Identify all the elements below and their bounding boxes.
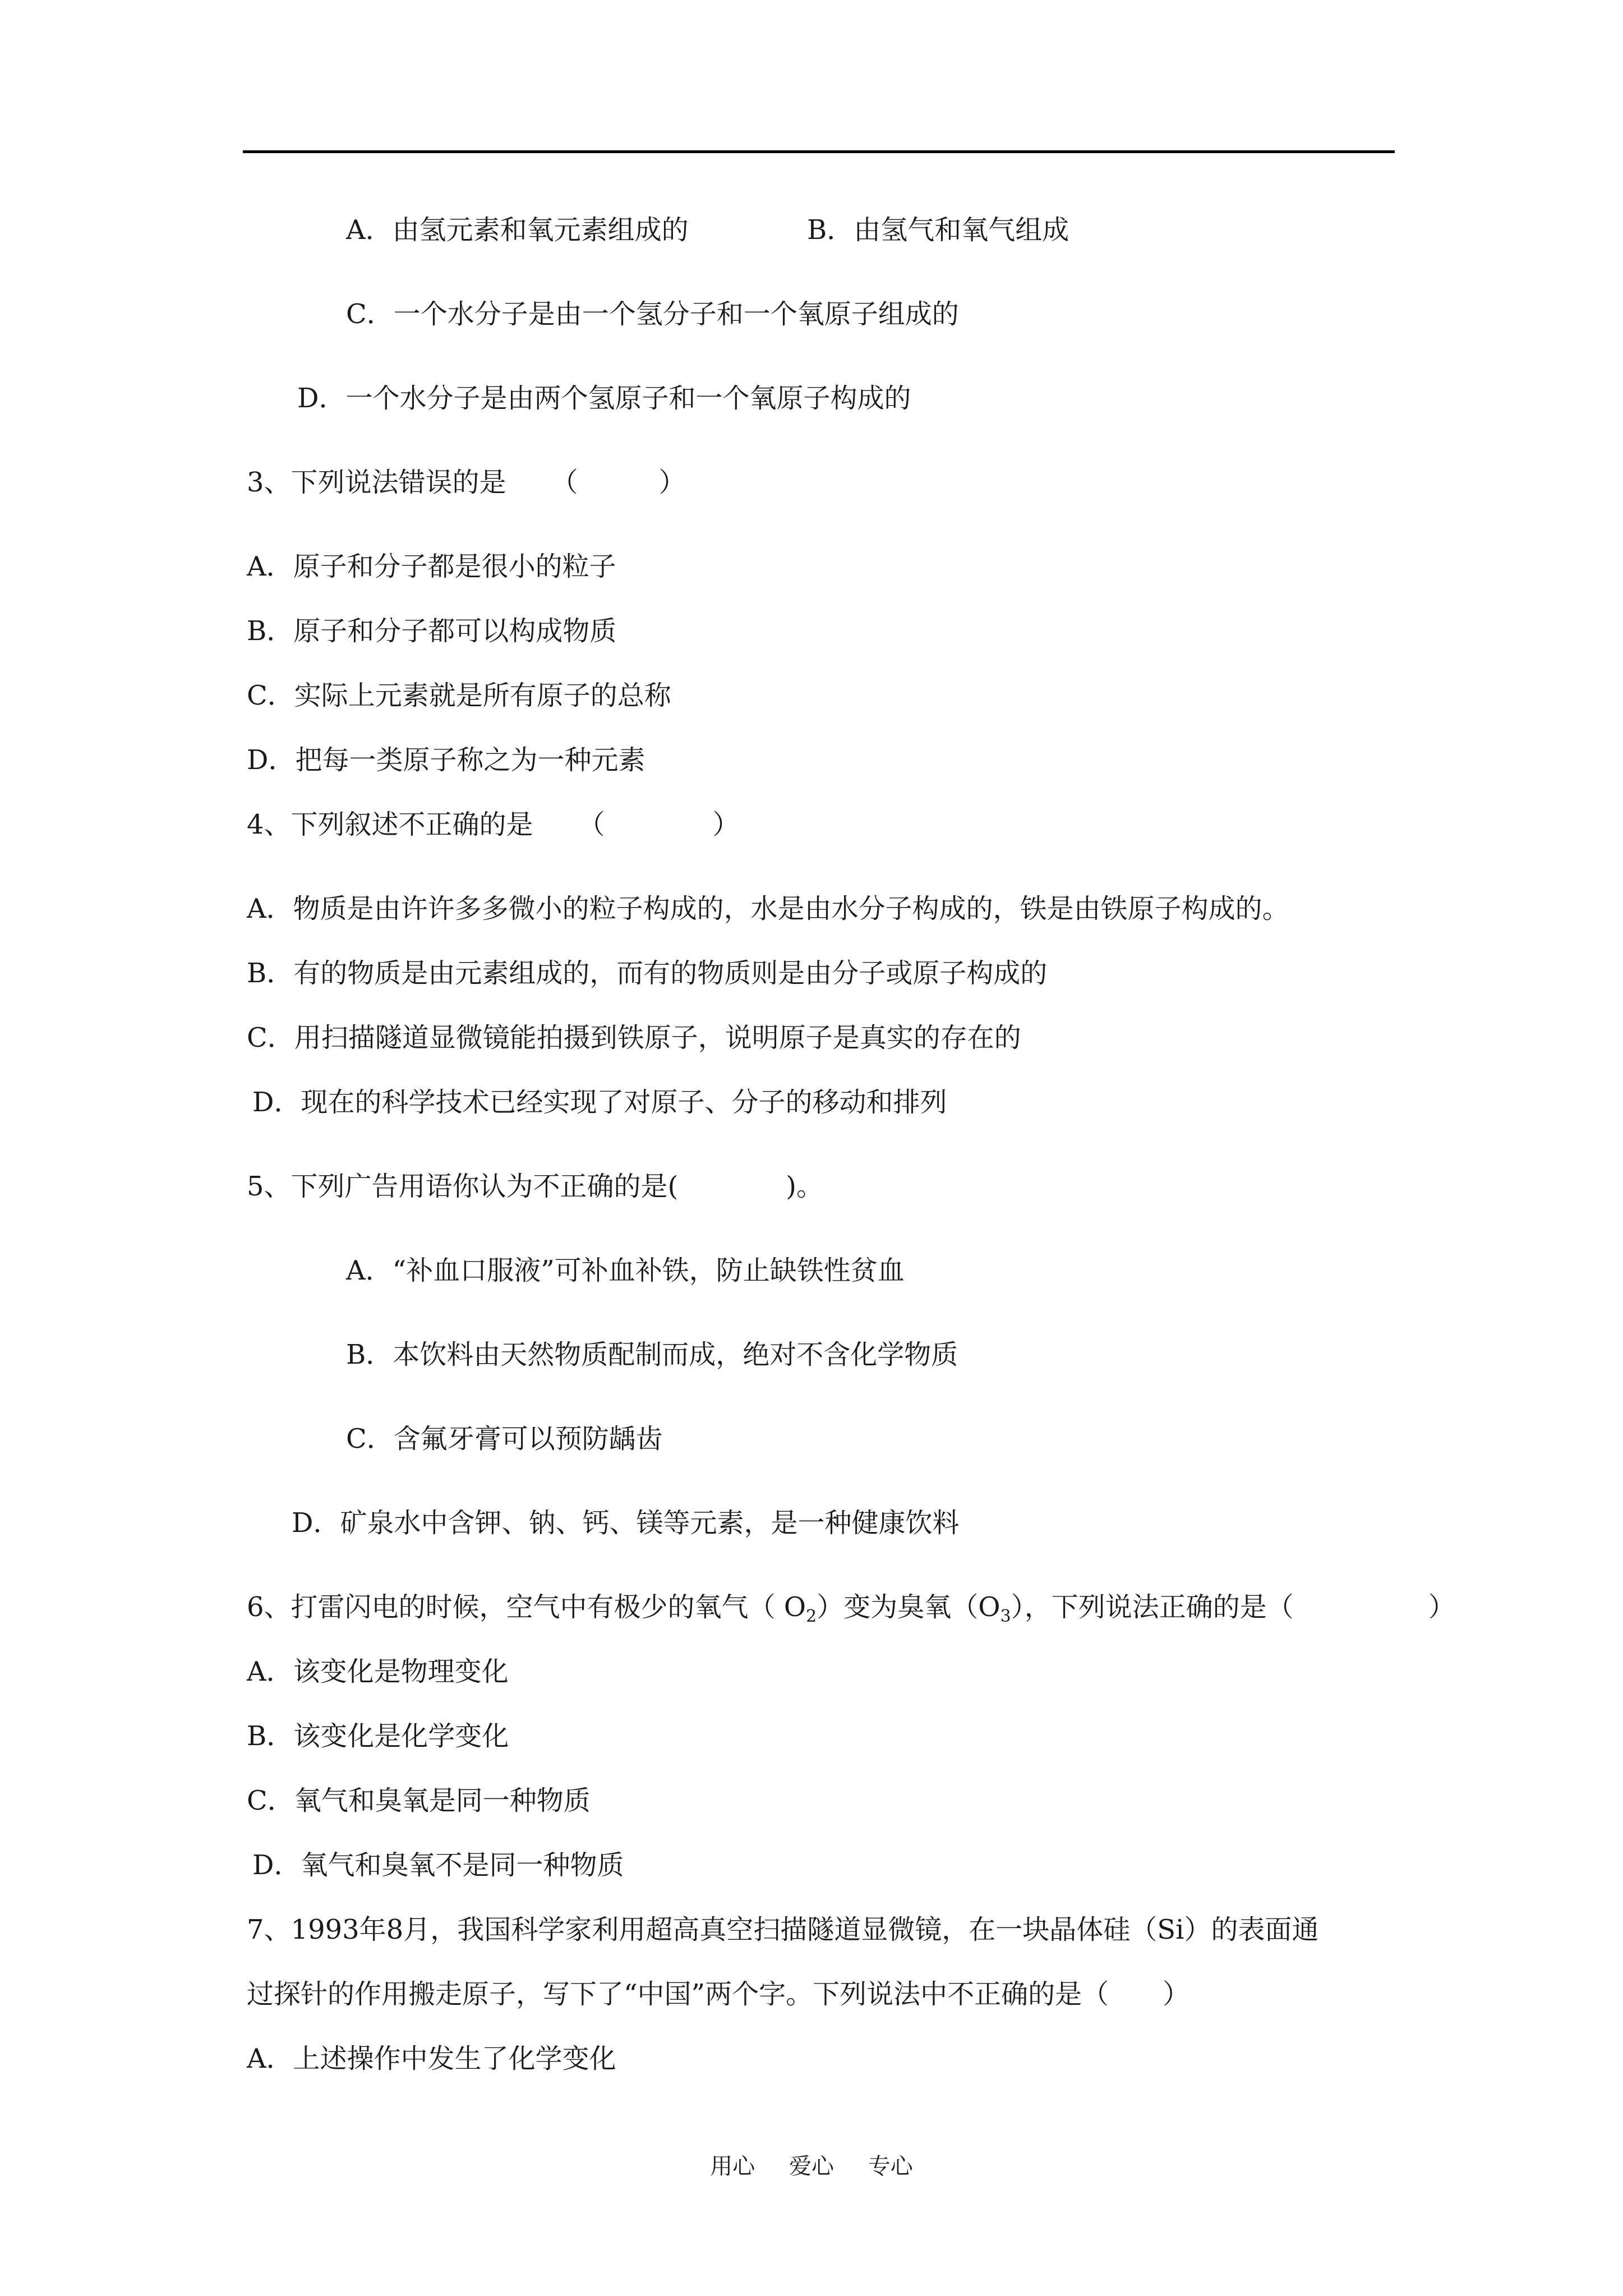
q4-option-c: C．用扫描隧道显微镜能拍摄到铁原子，说明原子是真实的存在的	[247, 1022, 1021, 1053]
q2-option-c: C．一个水分子是由一个氢分子和一个氧原子组成的	[346, 298, 959, 330]
header-rule	[243, 150, 1395, 153]
q4-option-d: D．现在的科学技术已经实现了对原子、分子的移动和排列	[252, 1087, 947, 1118]
q4-option-a: A．物质是由许许多多微小的粒子构成的，水是由水分子构成的，铁是由铁原子构成的。	[247, 893, 1289, 924]
q7-stem-line1: 7、1993年8月，我国科学家利用超高真空扫描隧道显微镜，在一块晶体硅（Si）的表面通	[247, 1914, 1319, 1945]
q5-option-b: B．本饮料由天然物质配制而成，绝对不含化学物质	[346, 1339, 958, 1370]
q3-option-b: B．原子和分子都可以构成物质	[247, 615, 617, 647]
q3-stem	[247, 466, 686, 499]
q2-option-d: D．一个水分子是由两个氢原子和一个氧原子构成的	[297, 383, 911, 414]
q3-option-d: D．把每一类原子称之为一种元素	[247, 744, 645, 776]
q3-option-a: A．原子和分子都是很小的粒子	[247, 551, 616, 582]
q2-option-a: A．由氢元素和氧元素组成的	[346, 214, 689, 246]
q6-stem	[247, 1590, 1455, 1634]
q6-option-c: C．氧气和臭氧是同一种物质	[247, 1785, 591, 1816]
q6-option-a: A．该变化是物理变化	[247, 1656, 509, 1687]
q6-stem-part2: ）变为臭氧（O	[817, 1591, 1000, 1623]
q2-option-b: B．由氢气和氧气组成	[807, 214, 1069, 246]
q3-option-c: C．实际上元素就是所有原子的总称	[247, 680, 671, 711]
page-footer: 用心 爱心 专心	[710, 2154, 913, 2179]
q6-subscript-3: 3	[1000, 1607, 1011, 1626]
q5-option-a: A．“补血口服液”可补血补铁，防止缺铁性贫血	[346, 1255, 905, 1286]
q6-stem-part1: 6、打雷闪电的时候，空气中有极少的氧气（ O	[247, 1591, 806, 1623]
q4-stem-text: 4、下列叙述不正确的是	[247, 809, 533, 840]
q4-answer-blank: （ ）	[578, 809, 740, 840]
q5-stem: 5、下列广告用语你认为不正确的是( )。	[247, 1171, 823, 1202]
q4-stem	[247, 808, 740, 841]
q4-option-b: B．有的物质是由元素组成的，而有的物质则是由分子或原子构成的	[247, 958, 1048, 989]
q6-option-b: B．该变化是化学变化	[247, 1720, 509, 1752]
q6-subscript-2: 2	[806, 1607, 817, 1626]
q6-option-d: D．氧气和臭氧不是同一种物质	[252, 1849, 624, 1881]
q5-option-d: D．矿泉水中含钾、钠、钙、镁等元素，是一种健康饮料	[292, 1507, 960, 1539]
q5-option-c: C．含氟牙膏可以预防龋齿	[346, 1423, 663, 1455]
q6-stem-part3: ），下列说法正确的是（ ）	[1011, 1591, 1455, 1623]
q7-option-a: A．上述操作中发生了化学变化	[247, 2043, 616, 2074]
q7-stem-line2: 过探针的作用搬走原子，写下了“中国”两个字。下列说法中不正确的是（ ）	[247, 1978, 1190, 2010]
q3-answer-blank: （ ）	[551, 467, 686, 498]
q3-stem-text: 3、下列说法错误的是	[247, 467, 506, 498]
